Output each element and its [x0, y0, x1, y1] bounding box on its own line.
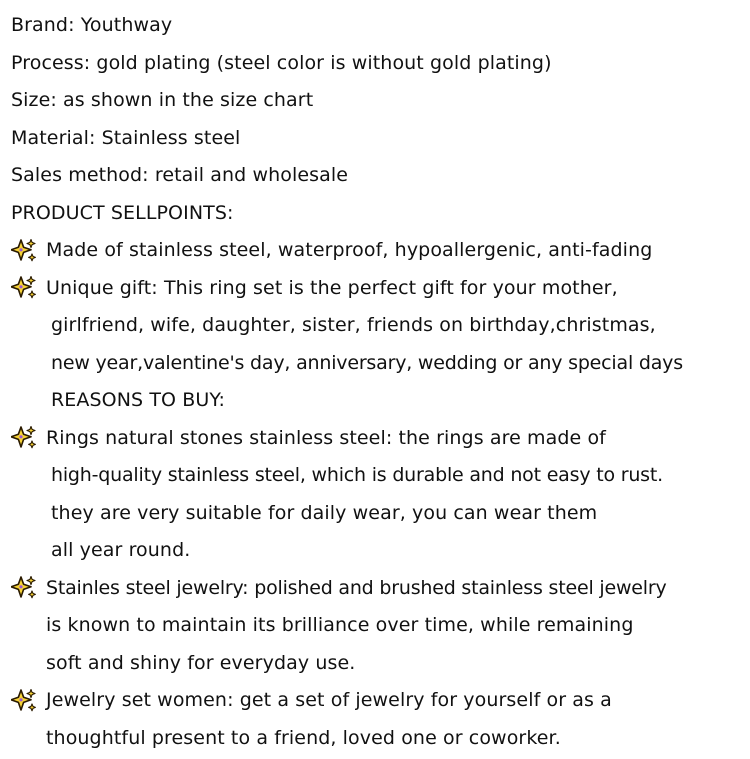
material-line: Material: Stainless steel [11, 126, 241, 149]
bullet-continuation: they are very suitable for daily wear, you can wear them [51, 501, 598, 524]
bullet-text: Stainles steel jewelry: polished and brushed stainless steel jewelry [46, 576, 667, 599]
bullet-text: Jewelry set women: get a set of jewelry for yourself or as a [46, 689, 612, 711]
reasons-heading: REASONS TO BUY: [51, 389, 226, 411]
bullet-item [11, 420, 750, 458]
bullet-continuation: is known to maintain its brilliance over time, while remaining [46, 614, 634, 636]
brand-line: Brand: Youthway [11, 14, 173, 36]
sparkles-icon [11, 426, 37, 450]
sparkles-icon [11, 576, 37, 600]
sparkles-icon [11, 689, 37, 713]
bullet-item [11, 682, 750, 720]
sales-method-line: Sales method: retail and wholesale [11, 164, 349, 186]
sparkles-icon [11, 276, 37, 300]
bullet-item [11, 270, 750, 308]
bullet-continuation: soft and shiny for everyday use. [46, 651, 356, 674]
bullet-continuation: high-quality stainless steel, which is durable and not easy to rust. [51, 464, 663, 486]
bullet-item [11, 570, 750, 608]
bullet-text: Rings natural stones stainless steel: the rings are made of [46, 426, 606, 449]
bullet-item [11, 232, 750, 270]
process-line: Process: gold plating (steel color is without gold plating) [11, 51, 552, 74]
size-line: Size: as shown in the size chart [11, 89, 314, 111]
bullet-continuation: all year round. [51, 539, 191, 561]
bullet-continuation: new year,valentine's day, anniversary, wedding or any special days [51, 351, 683, 374]
product-description [11, 7, 750, 757]
bullet-continuation: girlfriend, wife, daughter, sister, friends on birthday,christmas, [51, 314, 656, 336]
bullet-continuation: thoughtful present to a friend, loved one or coworker. [46, 726, 561, 749]
bullet-text: Unique gift: This ring set is the perfect gift for your mother, [46, 276, 618, 299]
bullet-text: Made of stainless steel, waterproof, hypoallergenic, anti-fading [46, 239, 653, 261]
sellpoints-heading: PRODUCT SELLPOINTS: [11, 201, 234, 224]
sparkles-icon [11, 239, 37, 263]
